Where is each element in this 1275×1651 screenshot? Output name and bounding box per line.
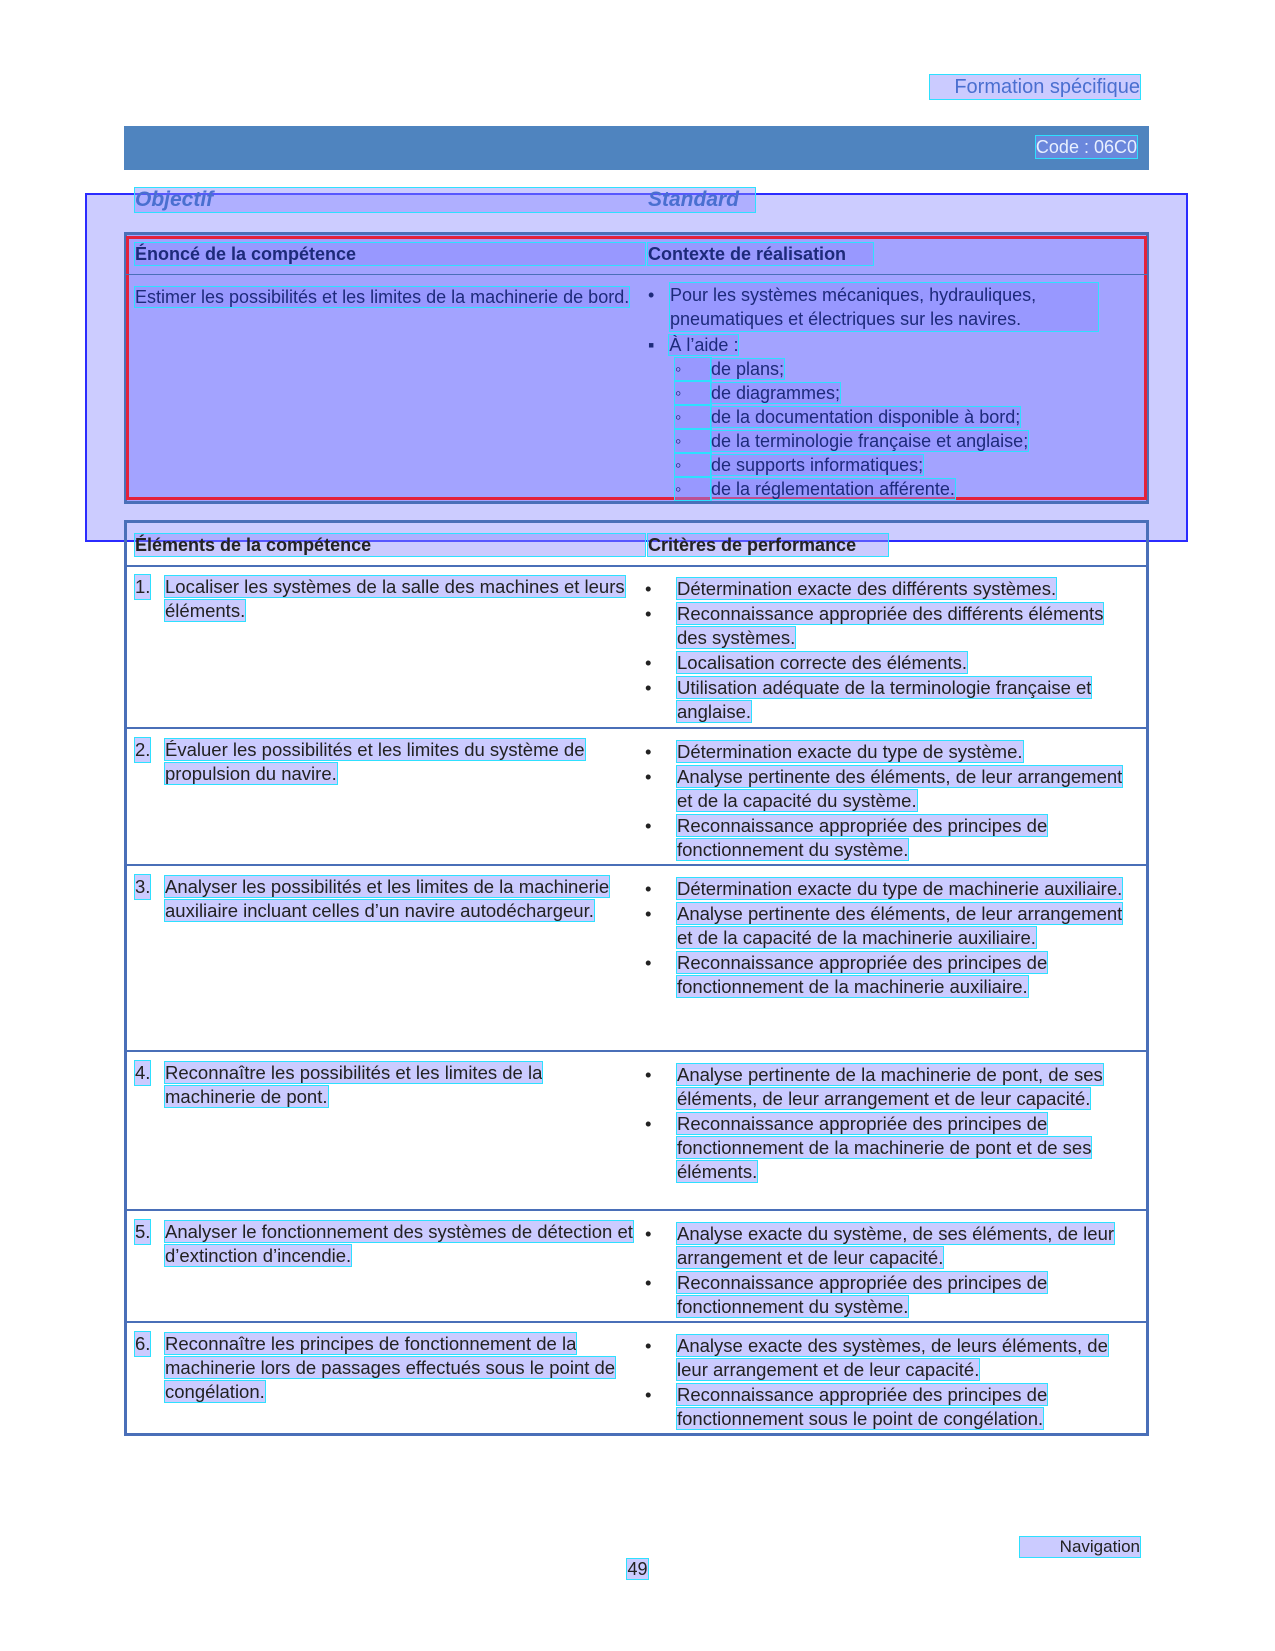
criteria-list xyxy=(645,877,1130,1000)
code-bar xyxy=(124,126,1149,170)
sub-bullet-icon: ◦ xyxy=(675,358,711,380)
criterion: • Localisation correcte des éléments. xyxy=(645,651,1130,675)
criterion: • Analyse exacte des systèmes, de leurs éléments, de leur arrangement et de leur capacité. xyxy=(645,1334,1130,1382)
competence-table-highlight xyxy=(126,236,1147,500)
objective-title: Objectif xyxy=(135,188,755,212)
criteria-list xyxy=(645,1334,1130,1432)
criterion: • Reconnaissance appropriée des principes de fonctionnement du système. xyxy=(645,814,1130,862)
element-item: 6. Reconnaître les principes de fonctionnement de la machinerie lors de passages effectués sous le point de congélation. xyxy=(135,1333,616,1402)
element-item: 3. Analyser les possibilités et les limites de la machinerie auxiliaire incluant celles d’un navire autodéchargeur. xyxy=(135,876,610,921)
criterion: • Analyse pertinente des éléments, de leur arrangement et de la capacité de la machinerie auxiliaire. xyxy=(645,902,1130,950)
row-divider xyxy=(124,864,1149,866)
element-item: 4. Reconnaître les possibilités et les limites de la machinerie de pont. xyxy=(135,1062,543,1107)
sub-bullet-icon: ◦ xyxy=(675,454,711,476)
criterion: • Détermination exacte des différents systèmes. xyxy=(645,577,1130,601)
criterion: • Reconnaissance appropriée des différents éléments des systèmes. xyxy=(645,602,1130,650)
context-item: ◦ de plans; xyxy=(675,359,785,379)
page-number: 49 xyxy=(627,1559,648,1579)
criteria-list xyxy=(645,1222,1130,1320)
context-intro: • Pour les systèmes mécaniques, hydrauliques, pneumatiques et électriques sur les navires. xyxy=(648,283,1098,331)
sub-bullet-icon: ◦ xyxy=(675,430,711,452)
context-item: ◦ de supports informatiques; xyxy=(675,455,924,475)
row-divider xyxy=(124,1321,1149,1323)
competence-header-divider xyxy=(124,274,1149,275)
criteria-heading: Critères de performance xyxy=(648,534,888,556)
bullet-icon: ▪ xyxy=(648,335,655,355)
criteria-list xyxy=(645,1063,1130,1185)
criterion: • Reconnaissance appropriée des principes de fonctionnement de la machinerie auxiliaire. xyxy=(645,951,1130,999)
context-item: ◦ de la réglementation afférente. xyxy=(675,479,955,499)
context-item: ◦ de la documentation disponible à bord; xyxy=(675,407,1021,427)
sub-bullet-icon: ◦ xyxy=(675,478,711,500)
criterion: • Reconnaissance appropriée des principes de fonctionnement sous le point de congélation. xyxy=(645,1383,1130,1431)
competence-heading: Énoncé de la compétence xyxy=(135,243,645,265)
context-item: ◦ de diagrammes; xyxy=(675,383,841,403)
competence-text: Estimer les possibilités et les limites de la machinerie de bord. xyxy=(135,287,630,307)
criterion: • Reconnaissance appropriée des principes de fonctionnement de la machinerie de pont et de ses éléments. xyxy=(645,1112,1130,1184)
sub-bullet-icon: ◦ xyxy=(675,406,711,428)
criterion: • Reconnaissance appropriée des principes de fonctionnement du système. xyxy=(645,1271,1130,1319)
criterion: • Détermination exacte du type de système. xyxy=(645,740,1130,764)
row-divider xyxy=(124,727,1149,729)
sub-bullet-icon: ◦ xyxy=(675,382,711,404)
row-divider xyxy=(124,565,1149,567)
context-aide: ▪ À l’aide : xyxy=(648,335,739,355)
element-item: 5. Analyser le fonctionnement des systèmes de détection et d’extinction d’incendie. xyxy=(135,1221,633,1266)
criterion: • Analyse exacte du système, de ses éléments, de leur arrangement et de leur capacité. xyxy=(645,1222,1130,1270)
footer-navigation: Navigation xyxy=(1020,1537,1140,1557)
criterion: • Analyse pertinente des éléments, de leur arrangement et de la capacité du système. xyxy=(645,765,1130,813)
criteria-list xyxy=(645,577,1130,725)
criteria-list xyxy=(645,740,1130,863)
section-header: Formation spécifique xyxy=(930,75,1140,99)
criterion: • Analyse pertinente de la machinerie de pont, de ses éléments, de leur arrangement et de leur capacité. xyxy=(645,1063,1130,1111)
code-label: Code : 06C0 xyxy=(1035,137,1137,157)
element-item: 2. Évaluer les possibilités et les limites du système de propulsion du navire. xyxy=(135,739,585,784)
row-divider xyxy=(124,1050,1149,1052)
element-item: 1. Localiser les systèmes de la salle des machines et leurs éléments. xyxy=(135,576,625,621)
standard-title: Standard xyxy=(648,188,740,211)
criterion: • Détermination exacte du type de machinerie auxiliaire. xyxy=(645,877,1130,901)
context-item: ◦ de la terminologie française et anglaise; xyxy=(675,431,1029,451)
criterion: • Utilisation adéquate de la terminologie française et anglaise. xyxy=(645,676,1130,724)
context-heading: Contexte de réalisation xyxy=(648,243,873,265)
bullet-icon: • xyxy=(648,285,655,305)
elements-heading: Éléments de la compétence xyxy=(135,534,645,556)
row-divider xyxy=(124,1209,1149,1211)
